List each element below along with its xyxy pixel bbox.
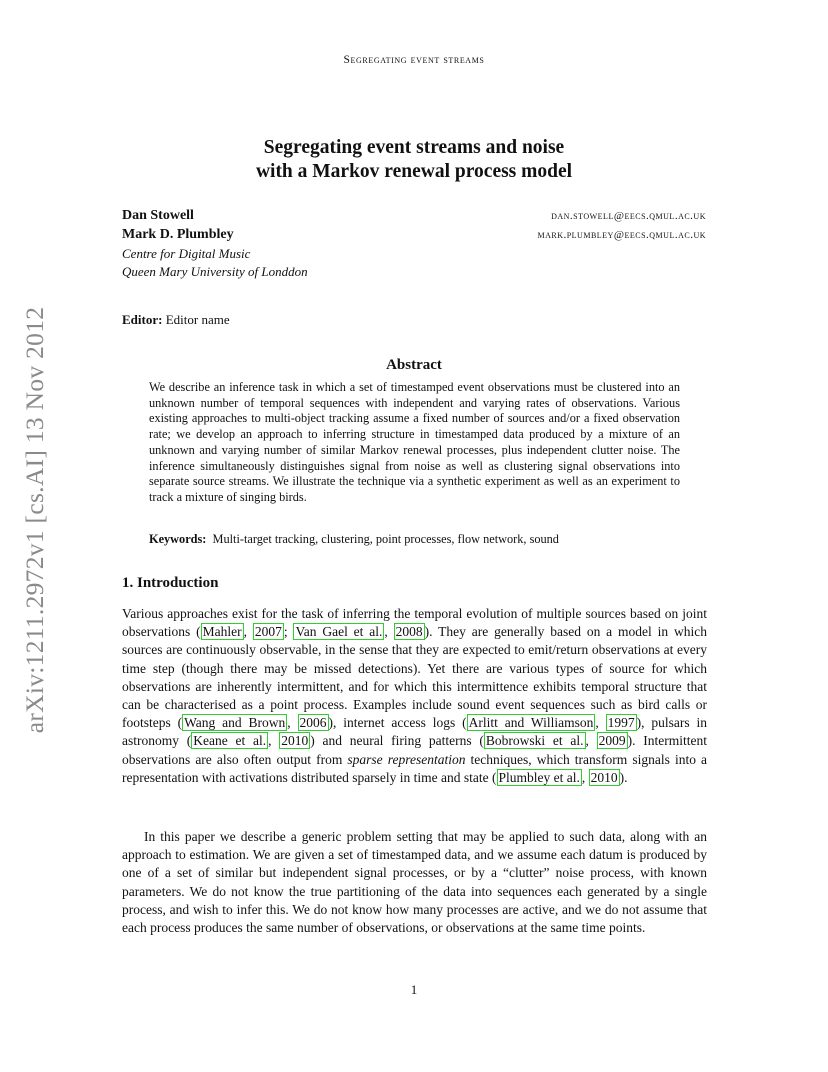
citation-link[interactable]: Mahler <box>202 624 242 640</box>
para1-text: Various approaches exist for the task of inferring the temporal evolution of multiple sources based on joint observations ( <box>122 606 707 640</box>
author-email-1[interactable]: dan.stowell@eecs.qmul.ac.uk <box>551 210 706 222</box>
para1-text: ). They are generally based on a model in which sources are continuously observable, in the sense that they are expected to emit/return observations at every time step (though there may be missed detections). Yet there are various types of source for which observations are inherently intermittent, and for which this intermittence exhibits temporal structure that can be characterised as a point process. Examples include sound event sequences such as bird calls or footsteps ( <box>122 624 708 731</box>
citation-link[interactable]: Plumbley et al. <box>498 769 580 785</box>
citation-link[interactable]: 1997 <box>607 715 635 731</box>
emphasis-sparse-representation: sparse representation <box>347 751 466 767</box>
para1-text: , <box>243 624 253 640</box>
citation-link[interactable]: Keane et al. <box>193 733 267 749</box>
para1-text: techniques, which transform signals into a representation with activations distributed sparsely in time and state ( <box>122 751 708 785</box>
para1-text: , <box>581 769 589 785</box>
citation-link[interactable]: 2007 <box>254 624 282 640</box>
paper-title <box>0 136 828 184</box>
section-heading-introduction: 1. Introduction <box>122 575 219 591</box>
para1-text: ) and neural firing patterns ( <box>310 733 484 749</box>
para1-text: ), pulsars in astronomy ( <box>122 715 708 749</box>
citation-link[interactable]: Van Gael et al. <box>295 624 383 640</box>
citation-link[interactable]: 2009 <box>598 733 626 749</box>
keywords-label: Keywords: <box>149 532 207 546</box>
para1-text: ). Intermittent observations are also often output from <box>122 733 707 767</box>
abstract-body: We describe an inference task in which a set of timestamped event observations must be clustered into an unknown number of temporal sequences with independent and varying rates of observations. Various existing approaches to multi-object tracking assume a fixed number of sources and/or a fixed observation rate; we develop an approach to inferring structure in timestamped data produced by a mixture of an unknown and varying number of similar Markov renewal processes, plus independent clutter noise. The inference simultaneously distinguishes signal from noise as well as clustering signal observations into separate source streams. We illustrate the technique via a synthetic experiment as well as an experiment to track a mixture of singing birds. <box>149 380 680 504</box>
citation-link[interactable]: Wang and Brown <box>184 715 286 731</box>
para1-text: ). <box>619 769 628 785</box>
citation-link[interactable]: 2008 <box>395 624 423 640</box>
page-number: 1 <box>410 982 418 997</box>
para1-text: , <box>595 715 606 731</box>
editor-line <box>122 312 230 328</box>
para1-text: , <box>287 715 298 731</box>
para1-text: , <box>384 624 394 640</box>
intro-paragraph-2: In this paper we describe a generic problem setting that may be applied to such data, along with an approach to estimation. We are given a set of timestamped data, and we assume each datum is produced by one of a set of similar but independent signal processes, or by a “clutter” noise process, with known parameters. We do not know the true partitioning of the data into sequences each generated by a single process, and wish to infer this. We do not know how many processes are active, and we do not assume that each process produces the same number of observations, or observations at the same time points. <box>122 829 707 936</box>
author-name-1: Dan Stowell <box>122 208 194 223</box>
affiliation-line-1: Centre for Digital Music <box>122 246 251 261</box>
keywords-line <box>149 532 559 547</box>
editor-value: Editor name <box>165 312 230 327</box>
keywords-value: Multi-target tracking, clustering, point processes, flow network, sound <box>212 532 559 546</box>
citation-link[interactable]: Bobrowski et al. <box>485 733 584 749</box>
citation-link[interactable]: 2010 <box>281 733 309 749</box>
arxiv-identifier-stamp: arXiv:1211.2972v1 [cs.AI] 13 Nov 2012 <box>20 306 49 734</box>
title-line-1: Segregating event streams and noise <box>263 137 565 158</box>
para1-text: , <box>585 733 597 749</box>
citation-link[interactable]: Arlitt and Williamson <box>468 715 594 731</box>
author-name-2: Mark D. Plumbley <box>122 227 234 242</box>
para1-text: ), internet access logs ( <box>328 715 467 731</box>
intro-paragraph-1 <box>122 605 707 787</box>
para1-text: ; <box>283 624 294 640</box>
title-line-2: with a Markov renewal process model <box>255 161 573 182</box>
para1-text: , <box>268 733 280 749</box>
citation-link[interactable]: 2010 <box>590 769 618 785</box>
running-head: Segregating event streams <box>343 54 485 66</box>
affiliation-line-2: Queen Mary University of Londdon <box>122 264 308 279</box>
editor-label: Editor: <box>122 312 163 327</box>
citation-link[interactable]: 2006 <box>299 715 327 731</box>
author-email-2[interactable]: mark.plumbley@eecs.qmul.ac.uk <box>537 229 706 241</box>
abstract-heading: Abstract <box>386 357 442 373</box>
